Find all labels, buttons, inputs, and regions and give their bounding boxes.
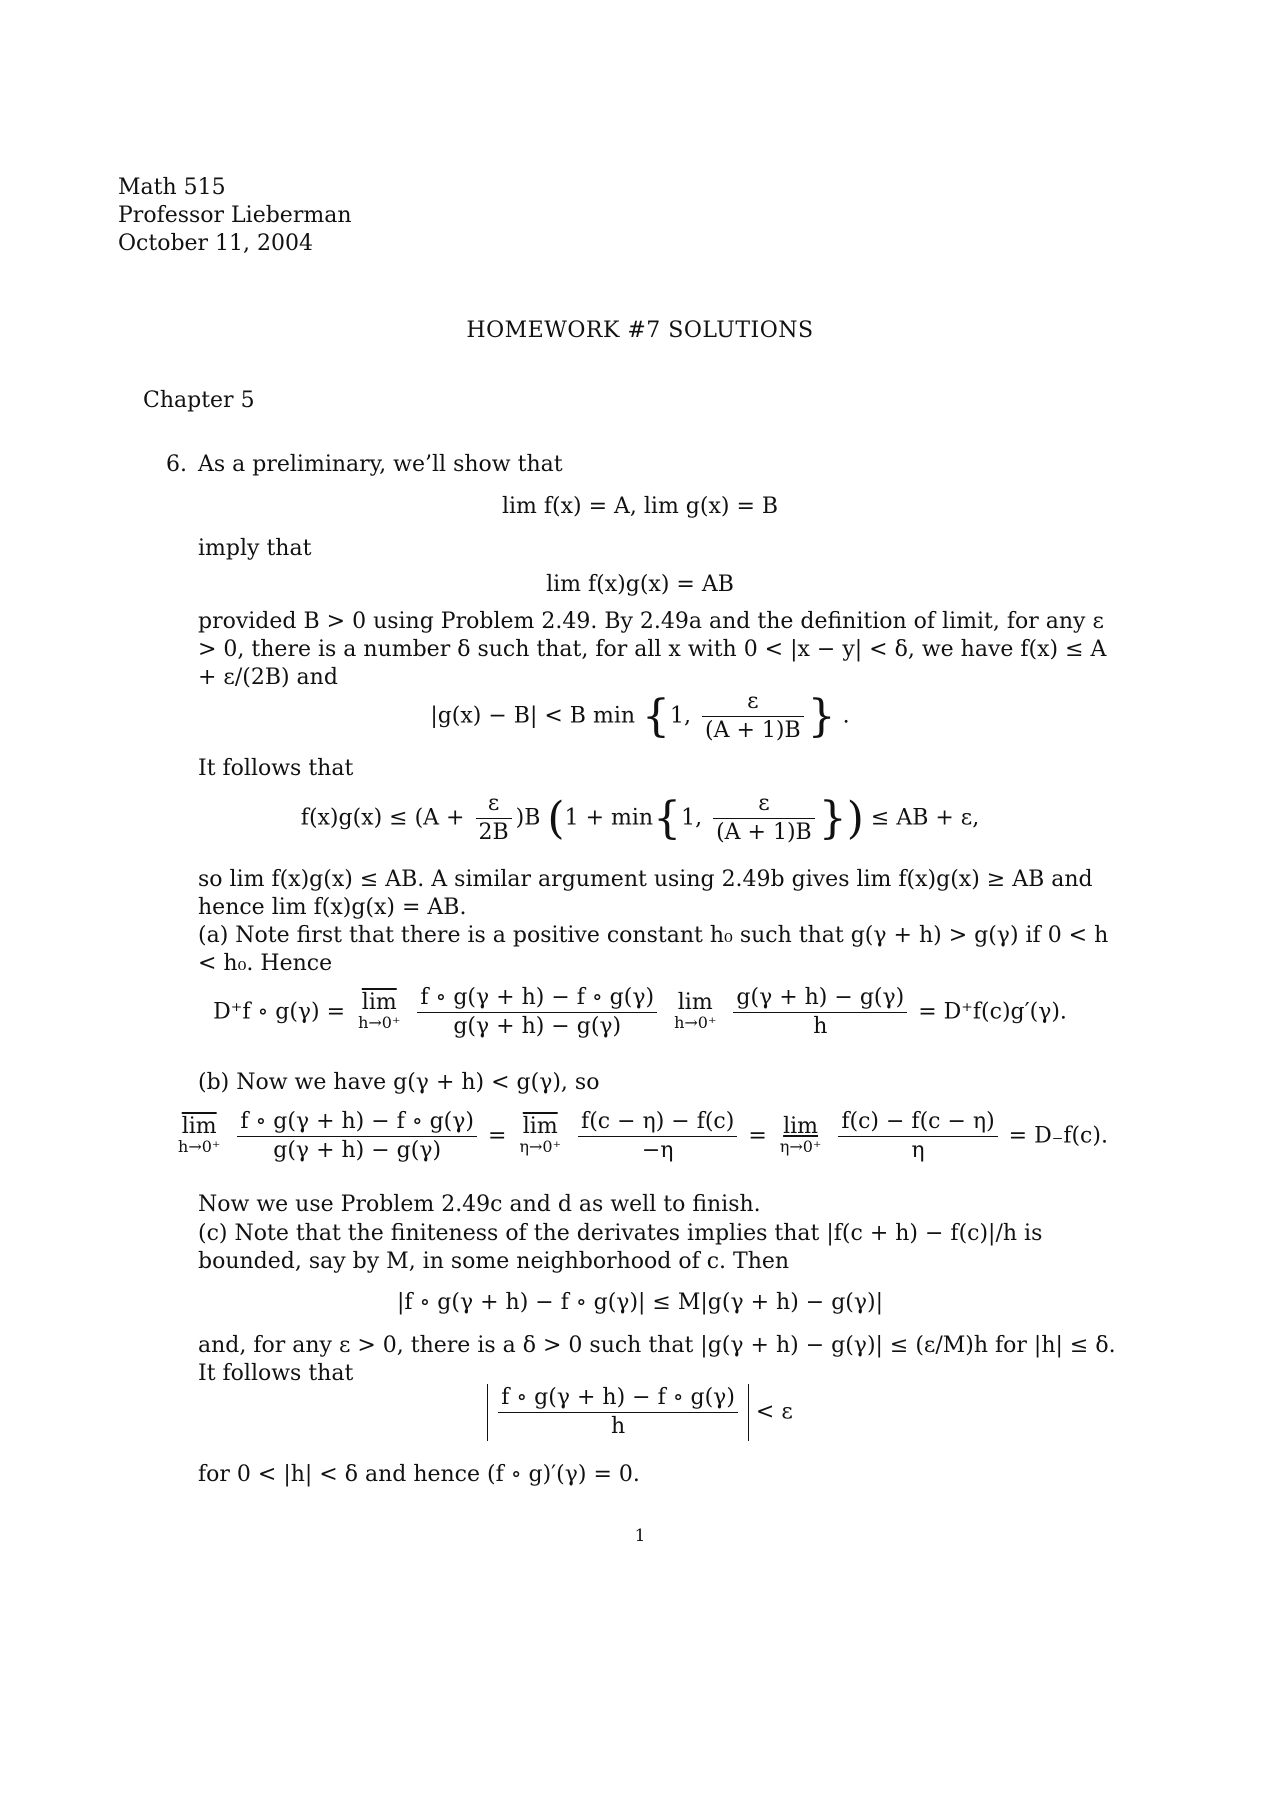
equation-4: f(x)g(x) ≤ (A + $\frac{\varepsilon}{2B}$ )B (1 + min{1, $\frac{\varepsilon}{(A + 1)B}$ }) ≤ AB + ε,: [300, 791, 980, 845]
paragraph-7: (b) Now we have g(γ + h) < g(γ), so: [198, 1070, 600, 1095]
eq5-right: = D⁺f(c)g′(γ).: [918, 999, 1067, 1025]
eq4-inner-fraction: $\frac{\varepsilon}{(A + 1)B}$: [713, 790, 815, 847]
paragraph-4: It follows that: [198, 756, 354, 781]
paragraph-1: As a preliminary, we’ll show that: [198, 452, 563, 477]
professor-name: Professor Lieberman: [118, 203, 352, 228]
paragraph-5: so lim f(x)g(x) ≤ AB. A similar argument using 2.49b gives lim f(x)g(x) ≥ AB and hence lim f(x)g(x) = AB.: [198, 867, 1093, 920]
eq4-fraction: $\frac{\varepsilon}{2B}$: [476, 790, 512, 847]
eq4-right: ≤ AB + ε,: [870, 805, 980, 831]
paragraph-9: (c) Note that the finiteness of the derivates implies that |f(c + h) − f(c)|/h is bounded, say by M, in some neighborhood of c. Then: [198, 1221, 1043, 1274]
course-name: Math 515: [118, 175, 226, 200]
page-title: HOMEWORK #7 SOLUTIONS: [466, 318, 814, 343]
eq5-left: D⁺f ∘ g(γ) =: [213, 999, 346, 1025]
limsup-1: $\overline{lim}$ h→0⁺: [358, 989, 401, 1032]
equation-3: |g(x) − B| < B min {1, $\frac{\varepsilon}{(A + 1)B}$ } .: [430, 689, 850, 743]
equation-6: $\overline{lim}$ h→0⁺ $\frac{f \circ g(\gamma + h) - f \circ g(\gamma)}{g(\gamma + h) - g(\gamma)}$ = $\overline{lim}$ η→0⁺ $\frac{f(c - \eta) - f(c)}{-\eta}$ = lim η→0⁺ $\frac{f(c) - f(c - \eta)}{\eta}$ = D₋f(c).: [178, 1109, 1108, 1163]
paragraph-8: Now we use Problem 2.49c and d as well to finish.: [198, 1192, 761, 1217]
paragraph-11: for 0 < |h| < δ and hence (f ∘ g)′(γ) = 0.: [198, 1462, 640, 1487]
equation-8: $\frac{f \circ g(\gamma + h) - f \circ g(\gamma)}{h}$ < ε: [0, 1384, 1280, 1441]
chapter-heading: Chapter 5: [143, 388, 255, 413]
eq3-numerator: ε: [702, 688, 804, 717]
eq3-left: |g(x) − B| < B min: [430, 703, 636, 729]
equation-1: lim f(x) = A, lim g(x) = B: [501, 494, 779, 519]
paragraph-6: (a) Note first that there is a positive constant h₀ such that g(γ + h) > g(γ) if 0 < h < h₀. Hence: [198, 923, 1109, 976]
eq3-denominator: (A + 1)B: [705, 718, 801, 743]
paragraph-2: imply that: [198, 536, 312, 561]
paragraph-10: and, for any ε > 0, there is a δ > 0 such that |g(γ + h) − g(γ)| ≤ (ε/M)h for |h| ≤ δ. It follows that: [198, 1333, 1116, 1386]
eq4-left: f(x)g(x) ≤ (A +: [300, 805, 465, 831]
eq3-fraction: [702, 688, 804, 745]
problem-number: 6.: [166, 452, 187, 477]
equation-7: |f ∘ g(γ + h) − f ∘ g(γ)| ≤ M|g(γ + h) − g(γ)|: [396, 1290, 884, 1315]
equation-2: lim f(x)g(x) = AB: [546, 572, 734, 597]
document-date: October 11, 2004: [118, 231, 314, 256]
page-number: 1: [634, 1526, 646, 1546]
lim-2: lim h→0⁺: [674, 989, 717, 1032]
right-brace: }: [807, 691, 836, 742]
eq3-one: 1,: [670, 703, 692, 729]
paragraph-3: provided B > 0 using Problem 2.49. By 2.49a and the definition of limit, for any ε > 0, there is a number δ such that, for all x with 0 < |x − y| < δ, we have f(x) ≤ A + ε/(2B) and: [198, 609, 1107, 690]
equation-5: D⁺f ∘ g(γ) = $\overline{lim}$ h→0⁺ $\frac{f \circ g(\gamma + h) - f \circ g(\gamma)}{g(\gamma + h) - g(\gamma)}$ lim h→0⁺ $\frac{g(\gamma + h) - g(\gamma)}{h}$ = D⁺f(c)g′(γ).: [213, 985, 1067, 1039]
left-brace: {: [642, 691, 671, 742]
header-block: [118, 174, 352, 258]
